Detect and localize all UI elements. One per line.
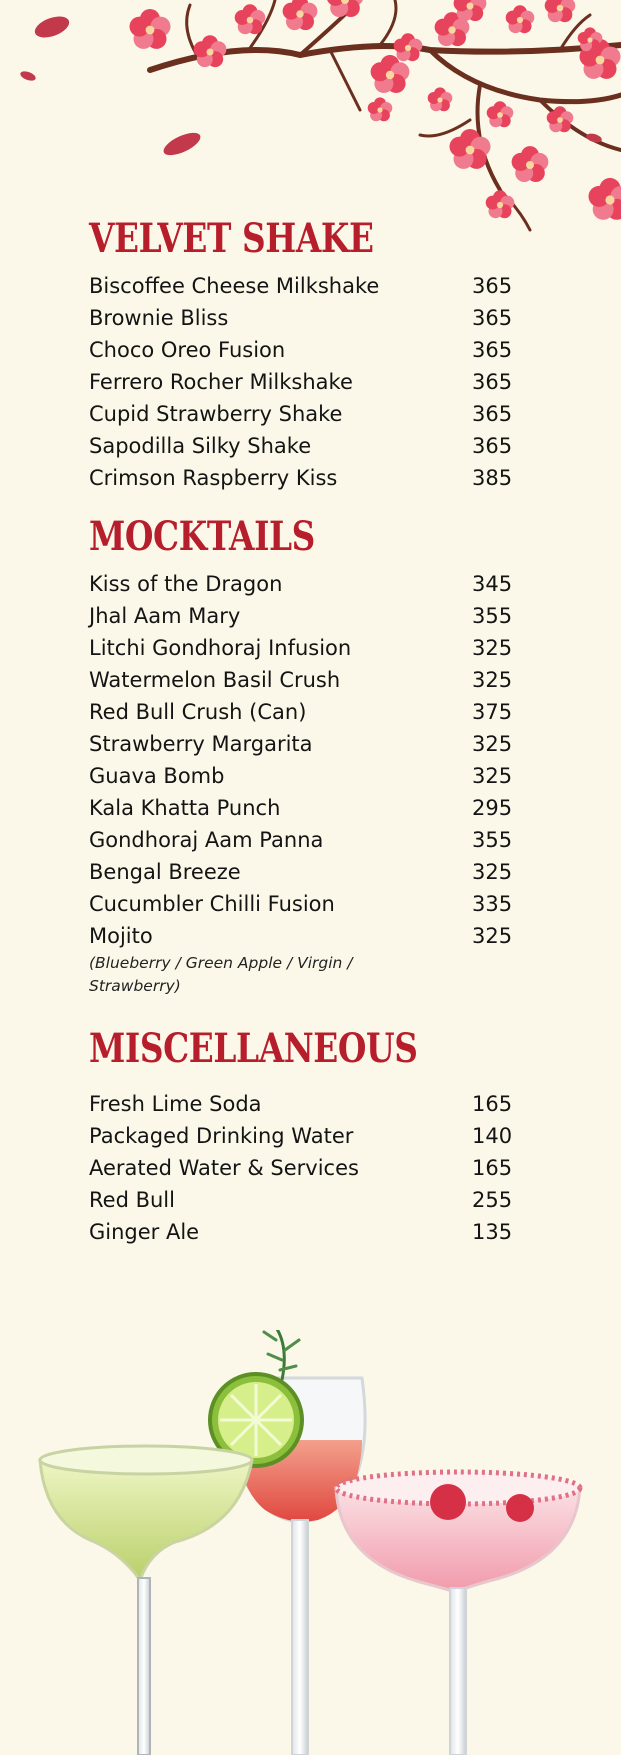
- item-price: 295: [472, 796, 513, 820]
- item-price: 325: [472, 636, 513, 660]
- menu-item: [89, 920, 529, 952]
- blossom-flower-icon: [578, 27, 603, 51]
- blossom-flower-icon: [327, 0, 364, 17]
- section-velvet-shake: [89, 215, 529, 494]
- blossom-flower-icon: [589, 178, 621, 220]
- blossom-flower-icon: [454, 0, 487, 21]
- item-name: Kiss of the Dragon: [89, 572, 283, 596]
- menu-item: [89, 366, 529, 398]
- menu-item: [89, 664, 529, 696]
- item-price: 365: [472, 434, 513, 458]
- section-title: VELVET SHAKE: [89, 215, 374, 262]
- item-price: 365: [472, 402, 513, 426]
- blossom-flower-icon: [450, 129, 491, 169]
- blossom-flower-icon: [506, 5, 535, 33]
- menu-item: [89, 696, 529, 728]
- item-name: Litchi Gondhoraj Infusion: [89, 636, 352, 660]
- blossom-flower-icon: [194, 35, 227, 67]
- petal-icons: [19, 12, 603, 159]
- menu-item: [89, 792, 529, 824]
- item-price: 345: [472, 572, 513, 596]
- menu-item: [89, 632, 529, 664]
- menu-item: [89, 1152, 529, 1184]
- section-title: MISCELLANEOUS: [89, 1025, 418, 1072]
- item-price: 135: [472, 1220, 513, 1244]
- item-price: 365: [472, 274, 513, 298]
- section-title: MOCKTAILS: [89, 513, 315, 560]
- margarita-glass-icon: [40, 1446, 252, 1755]
- cherry-blossom-illustration: [0, 0, 621, 250]
- menu-item: [89, 760, 529, 792]
- item-name: Choco Oreo Fusion: [89, 338, 286, 362]
- item-price: 165: [472, 1156, 513, 1180]
- item-name: Jhal Aam Mary: [89, 604, 241, 628]
- menu-item: [89, 430, 529, 462]
- menu-list: [89, 270, 529, 494]
- menu-item: [89, 1216, 529, 1248]
- item-name: Packaged Drinking Water: [89, 1124, 354, 1148]
- menu-item: [89, 270, 529, 302]
- menu-item: [89, 302, 529, 334]
- item-price: 140: [472, 1124, 513, 1148]
- mojito-variants-note: (Blueberry / Green Apple / Virgin / Strawberry): [89, 954, 353, 995]
- item-price: 375: [472, 700, 513, 724]
- menu-item: [89, 888, 529, 920]
- menu-item: [89, 600, 529, 632]
- blossom-flower-icon: [512, 146, 549, 182]
- item-price: 365: [472, 370, 513, 394]
- item-name: Bengal Breeze: [89, 860, 241, 884]
- item-price: 355: [472, 604, 513, 628]
- item-name: Red Bull: [89, 1188, 175, 1212]
- menu-item: [89, 1184, 529, 1216]
- menu-list: [89, 1088, 529, 1248]
- blossom-flower-icon: [394, 33, 423, 61]
- item-name: Fresh Lime Soda: [89, 1092, 262, 1116]
- item-name: Gondhoraj Aam Panna: [89, 828, 324, 852]
- menu-item: [89, 1120, 529, 1152]
- item-price: 335: [472, 892, 513, 916]
- menu-list: [89, 568, 529, 952]
- section-mocktails: [89, 513, 529, 998]
- blossom-flower-icon: [283, 0, 318, 30]
- item-name: Watermelon Basil Crush: [89, 668, 341, 692]
- item-name: Red Bull Crush (Can): [89, 700, 307, 724]
- item-price: 385: [472, 466, 513, 490]
- blossom-flower-icon: [428, 87, 453, 111]
- menu-item: [89, 1088, 529, 1120]
- item-price: 165: [472, 1092, 513, 1116]
- item-price: 325: [472, 924, 513, 948]
- section-miscellaneous: [89, 1025, 529, 1248]
- item-price: 325: [472, 764, 513, 788]
- blossom-flower-icon: [130, 9, 171, 49]
- item-name: Guava Bomb: [89, 764, 225, 788]
- item-price: 365: [472, 306, 513, 330]
- coupe-glass-icon: [336, 1472, 580, 1755]
- blossom-flower-icon: [487, 101, 514, 127]
- item-name: Cupid Strawberry Shake: [89, 402, 343, 426]
- item-name: Biscoffee Cheese Milkshake: [89, 274, 380, 298]
- item-name: Mojito: [89, 924, 153, 948]
- menu-item: [89, 824, 529, 856]
- item-name: Sapodilla Silky Shake: [89, 434, 312, 458]
- blossom-flower-icon: [235, 4, 266, 34]
- item-price: 325: [472, 732, 513, 756]
- blossom-flower-icon: [368, 97, 393, 121]
- item-name: Kala Khatta Punch: [89, 796, 281, 820]
- item-name: Brownie Bliss: [89, 306, 229, 330]
- menu-item: [89, 856, 529, 888]
- menu-item: [89, 334, 529, 366]
- menu-item: [89, 728, 529, 760]
- item-name: Aerated Water & Services: [89, 1156, 359, 1180]
- item-price: 325: [472, 668, 513, 692]
- item-name: Strawberry Margarita: [89, 732, 313, 756]
- item-name: Cucumbler Chilli Fusion: [89, 892, 335, 916]
- item-name: Ferrero Rocher Milkshake: [89, 370, 353, 394]
- cocktail-glasses-illustration: [0, 1330, 621, 1755]
- item-price: 355: [472, 828, 513, 852]
- menu-item: [89, 568, 529, 600]
- item-price: 365: [472, 338, 513, 362]
- item-name: Ginger Ale: [89, 1220, 200, 1244]
- item-name: Crimson Raspberry Kiss: [89, 466, 338, 490]
- menu-item: [89, 462, 529, 494]
- blossom-flowers: [130, 0, 621, 220]
- blossom-flower-icon: [486, 190, 515, 218]
- item-price: 255: [472, 1188, 513, 1212]
- blossom-flower-icon: [545, 0, 576, 22]
- item-price: 325: [472, 860, 513, 884]
- menu-item: [89, 398, 529, 430]
